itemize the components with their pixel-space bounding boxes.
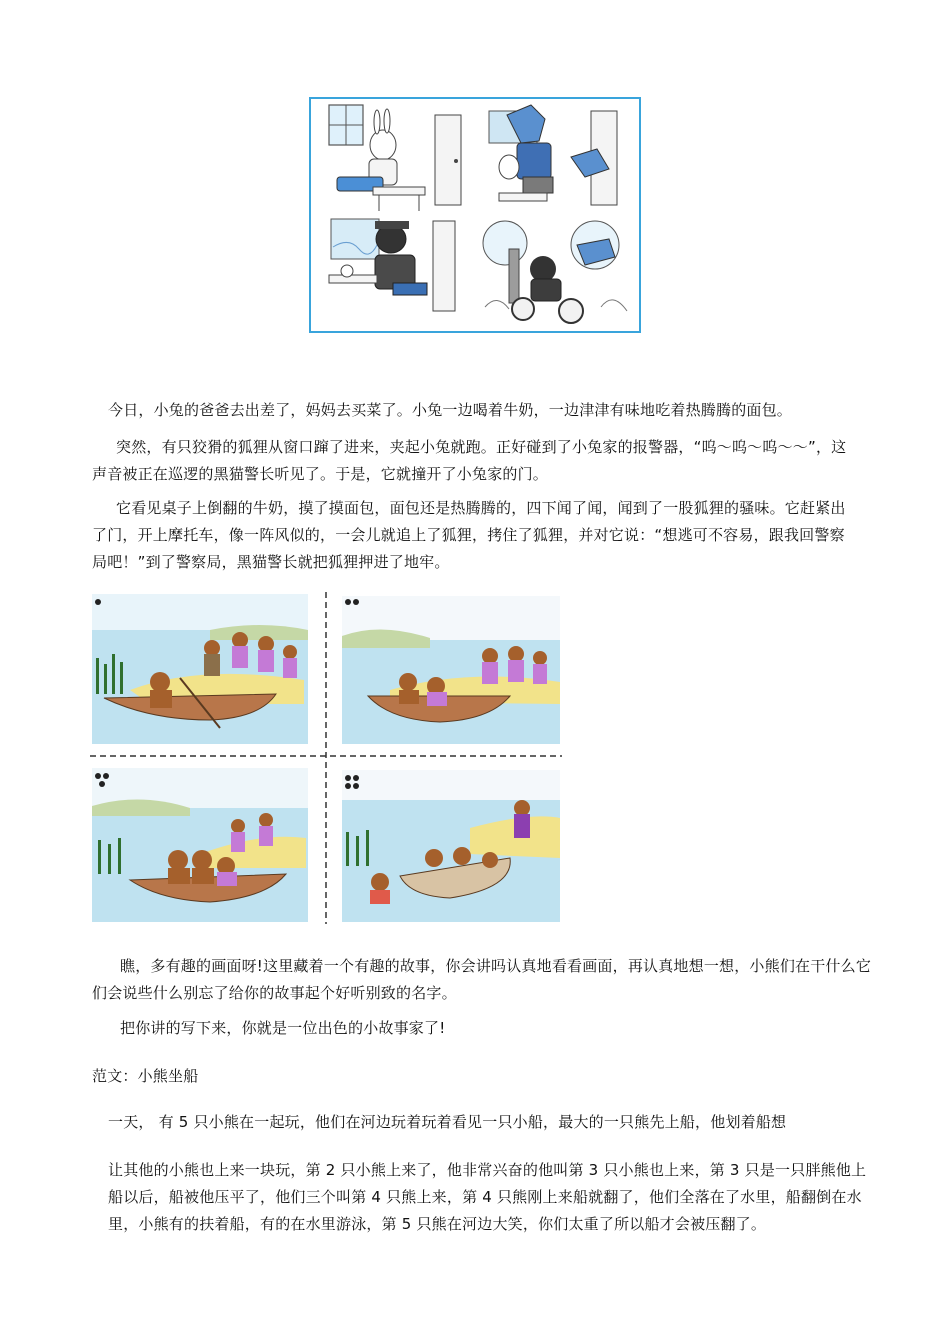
comic-figure-bears-boat — [90, 592, 562, 924]
bear-panel-3 — [92, 768, 308, 922]
sample-essay-line-1: 一天， 有 5 只小熊在一起玩，他们在河边玩着玩着看见一只小船，最大的一只熊先上船，他划着船想 — [108, 1113, 787, 1131]
story2-paragraph-prompt: 瞧，多有趣的画面呀!这里藏着一个有趣的故事，你会讲吗认真地看看画面，再认真地想一想，小熊们在干什么它们会说些什么别忘了给你的故事起个好听别致的名字。 — [92, 957, 872, 1002]
story2-paragraph-encourage: 把你讲的写下来，你就是一位出色的小故事家了! — [120, 1019, 446, 1037]
bear-panel-4 — [342, 770, 560, 922]
bear-panel-1 — [92, 594, 308, 744]
story1-paragraph-2: 突然，有只狡猾的狐狸从窗口蹿了进来，夹起小兔就跑。正好碰到了小兔家的报警器，“呜～呜～呜～～”，这声音被正在巡逻的黑猫警长听见了。于是，它就撞开了小兔家的门。 — [92, 438, 847, 483]
sample-essay-body: 让其他的小熊也上来一块玩，第 2 只小熊上来了，他非常兴奋的他叫第 3 只小熊也上来，第 3 只是一只胖熊他上船以后，船被他压平了，他们三个叫第 4 只熊上来，第 4 只熊刚上来船就翻了，他们全落在了水里，船翻倒在水里，小熊有的扶着船，有的在水里游泳，第 5 只熊在河边大笑，你们太重了所以船才会被压翻了。 — [108, 1161, 867, 1233]
story1-paragraph-3: 它看见桌子上倒翻的牛奶，摸了摸面包，面包还是热腾腾的，四下闻了闻，闻到了一股狐狸的骚味。它赶紧出了门，开上摩托车，像一阵风似的，一会儿就追上了狐狸，拷住了狐狸，并对它说：“想逃可不容易，跟我回警察局吧！”到了警察局，黑猫警长就把狐狸押进了地牢。 — [92, 499, 846, 571]
comic-figure-fox-rabbit — [309, 97, 641, 333]
sample-essay-title: 范文：小熊坐船 — [92, 1067, 199, 1085]
story1-paragraph-1: 今日，小兔的爸爸去出差了，妈妈去买菜了。小兔一边喝着牛奶，一边津津有味地吃着热腾腾的面包。 — [108, 401, 793, 419]
bear-panel-2 — [342, 596, 560, 744]
